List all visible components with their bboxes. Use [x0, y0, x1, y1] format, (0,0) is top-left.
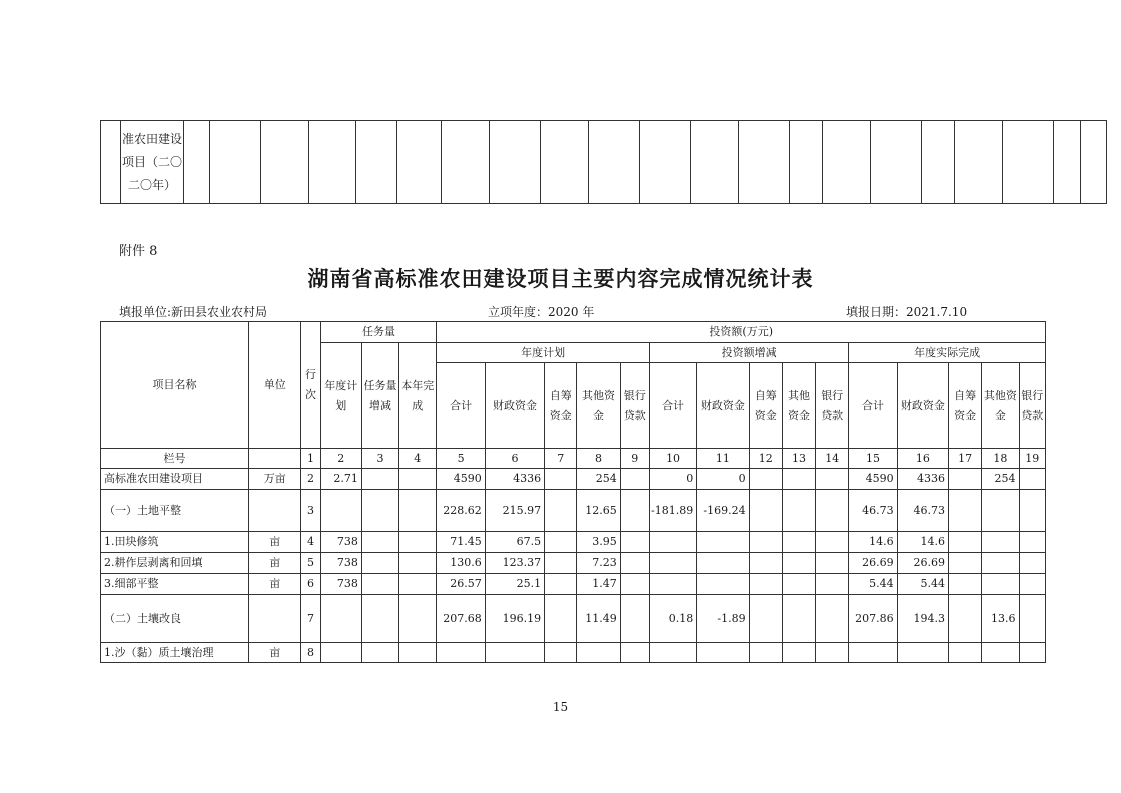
- row-value: [849, 643, 897, 663]
- table-row: [101, 553, 1046, 574]
- row-number: 3: [301, 490, 320, 532]
- previous-empty-cell: [442, 121, 490, 204]
- row-value: 71.45: [437, 532, 485, 553]
- table-row: [101, 469, 1046, 490]
- header-other-3: 其他资金: [982, 363, 1019, 449]
- row-value: [545, 595, 577, 643]
- previous-empty-cell: [1003, 121, 1054, 204]
- row-value: [1019, 574, 1045, 595]
- attachment-label: 附件 8: [119, 244, 158, 259]
- table-row: [101, 643, 1046, 663]
- row-project-name: 2.耕作层剥离和回填: [101, 553, 249, 574]
- table-row: [101, 490, 1046, 532]
- header-task-change: 任务量增减: [361, 343, 398, 449]
- row-project-name: 高标准农田建设项目: [101, 469, 249, 490]
- row-value: 11.49: [577, 595, 620, 643]
- row-value: 2.71: [320, 469, 361, 490]
- header-investment: 投资额(万元): [437, 322, 1046, 343]
- column-number: 18: [982, 449, 1019, 469]
- row-value: 4590: [849, 469, 897, 490]
- row-value: 207.68: [437, 595, 485, 643]
- row-value: [545, 469, 577, 490]
- previous-empty-cell: [541, 121, 589, 204]
- row-value: [361, 595, 398, 643]
- row-value: [749, 532, 782, 553]
- header-fiscal-1: 财政资金: [485, 363, 544, 449]
- row-value: [399, 574, 437, 595]
- header-self-1: 自筹资金: [545, 363, 577, 449]
- row-value: 12.65: [577, 490, 620, 532]
- row-value: [782, 532, 815, 553]
- previous-page-table: [100, 120, 1107, 204]
- row-value: [545, 574, 577, 595]
- row-value: [697, 553, 749, 574]
- row-value: [399, 469, 437, 490]
- row-number: 6: [301, 574, 320, 595]
- row-value: [649, 532, 696, 553]
- row-value: [361, 643, 398, 663]
- column-number: 7: [545, 449, 577, 469]
- header-total-3: 合计: [849, 363, 897, 449]
- row-value: [749, 574, 782, 595]
- column-number: 17: [949, 449, 982, 469]
- row-value: 5.44: [897, 574, 948, 595]
- header-annual-plan: 年度计划: [437, 343, 650, 363]
- column-number: 14: [816, 449, 849, 469]
- row-value: [782, 595, 815, 643]
- row-value: [816, 553, 849, 574]
- header-other-2: 其他资金: [782, 363, 815, 449]
- column-number-blank: [249, 449, 301, 469]
- row-value: 254: [577, 469, 620, 490]
- row-value: [1019, 490, 1045, 532]
- row-value: [620, 490, 649, 532]
- row-value: [949, 574, 982, 595]
- column-number: 16: [897, 449, 948, 469]
- row-unit: 亩: [249, 532, 301, 553]
- row-value: [949, 595, 982, 643]
- row-unit: [249, 595, 301, 643]
- row-value: 1.47: [577, 574, 620, 595]
- row-value: [545, 553, 577, 574]
- row-value: 26.69: [849, 553, 897, 574]
- previous-empty-cell: [790, 121, 823, 204]
- row-value: 738: [320, 553, 361, 574]
- row-value: 14.6: [849, 532, 897, 553]
- row-value: 3.95: [577, 532, 620, 553]
- row-unit: [249, 490, 301, 532]
- row-value: -1.89: [697, 595, 749, 643]
- row-value: [749, 643, 782, 663]
- row-number: 5: [301, 553, 320, 574]
- row-number: 2: [301, 469, 320, 490]
- previous-empty-cell: [739, 121, 790, 204]
- column-number-row: [101, 449, 1046, 469]
- row-value: [399, 553, 437, 574]
- row-value: 13.6: [982, 595, 1019, 643]
- row-value: [982, 643, 1019, 663]
- page-title: 湖南省高标准农田建设项目主要内容完成情况统计表: [307, 267, 814, 291]
- row-value: [399, 643, 437, 663]
- previous-empty-cell: [823, 121, 871, 204]
- header-total-2: 合计: [649, 363, 696, 449]
- previous-empty-cell: [640, 121, 691, 204]
- column-number: 8: [577, 449, 620, 469]
- header-bank-2: 银行贷款: [816, 363, 849, 449]
- row-value: [982, 490, 1019, 532]
- previous-empty-cell: [589, 121, 640, 204]
- row-value: 194.3: [897, 595, 948, 643]
- row-project-name: 1.田块修筑: [101, 532, 249, 553]
- row-value: [320, 490, 361, 532]
- column-number: 6: [485, 449, 544, 469]
- row-value: [399, 490, 437, 532]
- header-invest-change: 投资额增减: [649, 343, 848, 363]
- column-number: 15: [849, 449, 897, 469]
- previous-project-name: 准农田建设项目（二〇二〇年）: [121, 121, 184, 204]
- row-value: 4336: [485, 469, 544, 490]
- row-value: [1019, 469, 1045, 490]
- column-number: 3: [361, 449, 398, 469]
- row-value: 215.97: [485, 490, 544, 532]
- header-self-2: 自筹资金: [749, 363, 782, 449]
- column-number: 12: [749, 449, 782, 469]
- project-year: 立项年度：2020 年: [488, 305, 595, 319]
- column-number: 9: [620, 449, 649, 469]
- row-value: [1019, 532, 1045, 553]
- row-value: [577, 643, 620, 663]
- row-value: 7.23: [577, 553, 620, 574]
- header-row-number: 行次: [301, 322, 320, 449]
- row-value: [361, 574, 398, 595]
- row-value: [782, 490, 815, 532]
- previous-empty-cell: [922, 121, 955, 204]
- row-value: [399, 532, 437, 553]
- row-value: 254: [982, 469, 1019, 490]
- row-project-name: （一）土地平整: [101, 490, 249, 532]
- row-value: [982, 553, 1019, 574]
- previous-empty-cell: [210, 121, 261, 204]
- row-value: [782, 553, 815, 574]
- row-value: 46.73: [849, 490, 897, 532]
- row-value: 0: [649, 469, 696, 490]
- header-task-annual-plan: 年度计划: [320, 343, 361, 449]
- row-value: [437, 643, 485, 663]
- row-value: [620, 469, 649, 490]
- page-number: 15: [552, 700, 569, 714]
- column-number: 1: [301, 449, 320, 469]
- row-value: [1019, 595, 1045, 643]
- row-value: 130.6: [437, 553, 485, 574]
- row-value: 228.62: [437, 490, 485, 532]
- previous-empty-cell: [691, 121, 739, 204]
- row-value: 67.5: [485, 532, 544, 553]
- row-value: [620, 595, 649, 643]
- row-value: 5.44: [849, 574, 897, 595]
- row-value: [361, 553, 398, 574]
- header-row-1: [101, 322, 1046, 343]
- row-value: [649, 643, 696, 663]
- table-row: [101, 595, 1046, 643]
- row-value: [816, 490, 849, 532]
- row-value: [361, 490, 398, 532]
- previous-empty-cell: [261, 121, 309, 204]
- row-project-name: （二）土壤改良: [101, 595, 249, 643]
- row-value: [545, 643, 577, 663]
- statistics-table: [100, 321, 1046, 663]
- previous-empty-cell: [309, 121, 356, 204]
- column-number-label: 栏号: [101, 449, 249, 469]
- row-value: 0: [697, 469, 749, 490]
- reporting-unit: 填报单位:新田县农业农村局: [119, 305, 268, 319]
- row-value: 26.57: [437, 574, 485, 595]
- row-value: [749, 469, 782, 490]
- row-value: [949, 643, 982, 663]
- column-number: 2: [320, 449, 361, 469]
- previous-empty-cell: [184, 121, 210, 204]
- header-project-name: 项目名称: [101, 322, 249, 449]
- row-unit: 亩: [249, 574, 301, 595]
- row-unit: 亩: [249, 643, 301, 663]
- row-value: 4336: [897, 469, 948, 490]
- header-bank-3: 银行贷款: [1019, 363, 1045, 449]
- column-number: 5: [437, 449, 485, 469]
- header-bank-1: 银行贷款: [620, 363, 649, 449]
- row-value: [816, 574, 849, 595]
- row-value: [949, 490, 982, 532]
- row-value: [816, 469, 849, 490]
- row-value: 0.18: [649, 595, 696, 643]
- header-fiscal-3: 财政资金: [897, 363, 948, 449]
- table-row: [101, 574, 1046, 595]
- row-value: [320, 595, 361, 643]
- row-value: -181.89: [649, 490, 696, 532]
- row-value: [399, 595, 437, 643]
- row-value: 207.86: [849, 595, 897, 643]
- row-value: [982, 574, 1019, 595]
- row-value: [1019, 553, 1045, 574]
- row-value: [749, 553, 782, 574]
- row-value: [485, 643, 544, 663]
- previous-empty-cell: [1054, 121, 1081, 204]
- previous-table-row: [101, 121, 1107, 204]
- row-value: [749, 595, 782, 643]
- row-value: [782, 643, 815, 663]
- row-value: [749, 490, 782, 532]
- previous-empty-cell: [101, 121, 121, 204]
- column-number: 13: [782, 449, 815, 469]
- table-row: [101, 532, 1046, 553]
- previous-empty-cell: [955, 121, 1003, 204]
- previous-empty-cell: [397, 121, 442, 204]
- column-number: 4: [399, 449, 437, 469]
- row-value: [649, 574, 696, 595]
- row-value: 14.6: [897, 532, 948, 553]
- row-value: [816, 595, 849, 643]
- row-project-name: 3.细部平整: [101, 574, 249, 595]
- row-value: [897, 643, 948, 663]
- header-year-done: 本年完成: [399, 343, 437, 449]
- row-value: [697, 532, 749, 553]
- row-value: 738: [320, 574, 361, 595]
- row-value: 4590: [437, 469, 485, 490]
- row-value: [816, 643, 849, 663]
- row-value: [361, 469, 398, 490]
- row-value: [545, 490, 577, 532]
- row-number: 4: [301, 532, 320, 553]
- previous-empty-cell: [356, 121, 397, 204]
- previous-empty-cell: [490, 121, 541, 204]
- previous-empty-cell: [1081, 121, 1107, 204]
- row-value: [949, 532, 982, 553]
- column-number: 19: [1019, 449, 1045, 469]
- row-value: [620, 532, 649, 553]
- header-fiscal-2: 财政资金: [697, 363, 749, 449]
- column-number: 10: [649, 449, 696, 469]
- column-number: 11: [697, 449, 749, 469]
- row-value: [649, 553, 696, 574]
- row-value: 123.37: [485, 553, 544, 574]
- row-unit: 万亩: [249, 469, 301, 490]
- row-value: [620, 643, 649, 663]
- row-value: 738: [320, 532, 361, 553]
- row-value: [620, 574, 649, 595]
- row-value: [697, 574, 749, 595]
- row-value: [620, 553, 649, 574]
- row-number: 7: [301, 595, 320, 643]
- report-date: 填报日期：2021.7.10: [846, 305, 968, 319]
- row-value: 25.1: [485, 574, 544, 595]
- row-value: [782, 574, 815, 595]
- row-number: 8: [301, 643, 320, 663]
- header-actual: 年度实际完成: [849, 343, 1046, 363]
- row-unit: 亩: [249, 553, 301, 574]
- row-value: [1019, 643, 1045, 663]
- row-value: 46.73: [897, 490, 948, 532]
- row-value: 26.69: [897, 553, 948, 574]
- row-value: [545, 532, 577, 553]
- row-value: [816, 532, 849, 553]
- previous-empty-cell: [871, 121, 922, 204]
- row-value: [782, 469, 815, 490]
- header-total-1: 合计: [437, 363, 485, 449]
- row-value: [320, 643, 361, 663]
- row-project-name: 1.沙（黏）质土壤治理: [101, 643, 249, 663]
- row-value: [982, 532, 1019, 553]
- header-unit: 单位: [249, 322, 301, 449]
- row-value: [697, 643, 749, 663]
- row-value: [949, 469, 982, 490]
- row-value: [949, 553, 982, 574]
- row-value: [361, 532, 398, 553]
- header-self-3: 自筹资金: [949, 363, 982, 449]
- row-value: 196.19: [485, 595, 544, 643]
- header-task: 任务量: [320, 322, 437, 343]
- row-value: -169.24: [697, 490, 749, 532]
- header-other-1: 其他资金: [577, 363, 620, 449]
